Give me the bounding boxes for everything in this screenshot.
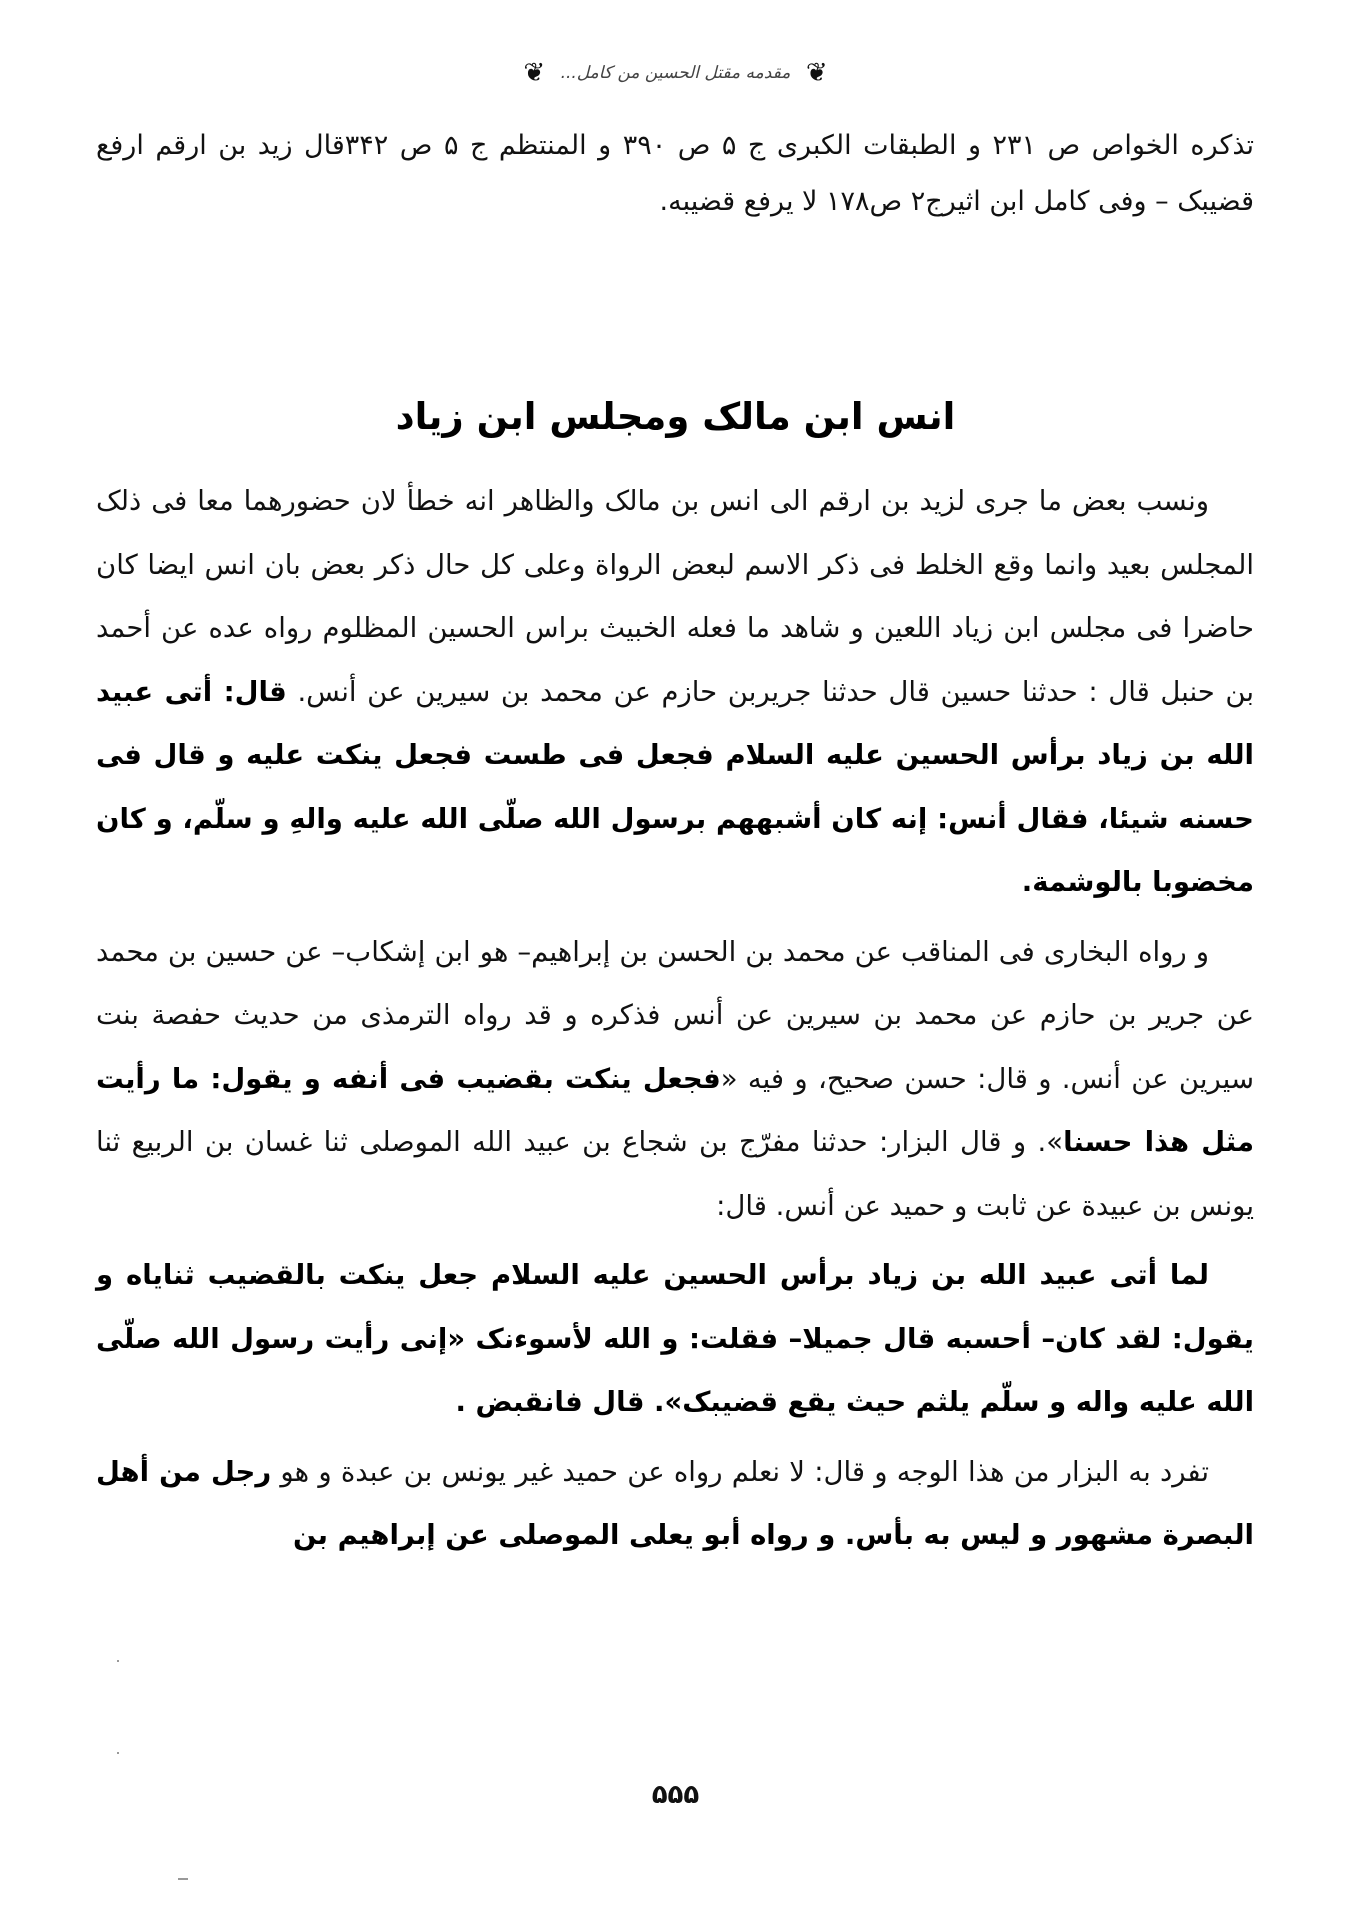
paragraph-3: لما أتی عبید الله بن زیاد برأس الحسین علیه السلام جعل ینکت بالقضیب ثنایاه و یقول: لقد کان– أحسبه قال جمیلا– فقلت: و الله لأسوءنک «إنی رأیت رسول الله صلّی الله علیه واله و سلّم یلثم حیث یقع قضیبک». قال فانقبض . (96, 1259, 1254, 1418)
footnote-text: تذکره الخواص ص ۲۳۱ و الطبقات الکبری ج ۵ ص ۳۹۰ و المنتظم ج ۵ ص ۳۴۲قال زید بن ارقم ارفع قضیبک – وفی کامل ابن اثیرج۲ ص۱۷۸ لا یرفع قضیبه. (96, 130, 1255, 217)
paragraph-4 (96, 1441, 1254, 1568)
paragraph-1-quote: قال: أتی عبید الله بن زیاد برأس الحسین علیه السلام فجعل فی طست فجعل ینکت علیه و قال فی حسنه شیئا، فقال أنس: إنه کان أشبههم برسول الله صلّی الله علیه والهِ و سلّم، و کان مخضوبا بالوشمة. (96, 675, 1254, 898)
margin-dash (178, 1878, 188, 1880)
paragraph-2-quote: فجعل ینکت بقضیب فی أنفه و یقول: ما رأیت مثل هذا حسنا (96, 1062, 1254, 1158)
margin-dot (117, 1752, 119, 1754)
body-text (96, 470, 1254, 1574)
paragraph-4-intro: تفرد به البزار من هذا الوجه و قال: لا نعلم رواه عن حمید غیر یونس بن عبدة و هو (271, 1455, 1209, 1488)
footnote (96, 118, 1254, 230)
paragraph-2-intro: و رواه البخاری فی المناقب عن محمد بن الحسن بن إبراهیم– هو ابن إشکاب– عن حسین بن محمد عن جریر بن حازم عن محمد بن سیرین عن أنس فذکره و قد رواه الترمذی من حدیث حفصة بنت سیرین عن أنس. و قال: حسن صحیح، و فیه « (96, 935, 1254, 1095)
margin-dot (117, 1660, 119, 1662)
running-title: مقدمه مقتل الحسین من کامل... (560, 63, 791, 83)
running-header (0, 58, 1351, 88)
ornament-right-icon: ❦ (805, 58, 828, 88)
paragraph-1-intro: ونسب بعض ما جری لزید بن ارقم الی انس بن مالک والظاهر انه خطأ لان حضورهما معا فی ذلک المجلس بعید وانما وقع الخلط فی ذکر الاسم لبعض الرواة وعلی کل حال ذکر بعض بان انس ایضا کان حاضرا فی مجلس ابن زیاد اللعین و شاهد ما فعله الخبیث براس الحسین المظلوم رواه عده عن أحمد بن حنبل قال : حدثنا حسین قال حدثنا جریربن حازم عن محمد بن سیرین عن أنس. (96, 485, 1254, 708)
paragraph-4-bold: رجل من أهل البصرة مشهور و لیس به بأس. و رواه أبو یعلی الموصلی عن إبراهیم بن (96, 1455, 1254, 1551)
paragraph-2-tail: ». و قال البزار: حدثنا مفرّج بن شجاع بن عبید الله الموصلی ثنا غسان بن الربیع ثنا یونس بن عبیدة عن ثابت و حمید عن أنس. قال: (96, 1126, 1254, 1222)
ornament-left-icon: ❦ (523, 58, 546, 88)
paragraph-2 (96, 921, 1254, 1239)
section-heading: انس ابن مالک ومجلس ابن زیاد (395, 395, 956, 438)
paragraph-1 (96, 470, 1254, 915)
page-number: ۵۵۵ (651, 1780, 700, 1810)
